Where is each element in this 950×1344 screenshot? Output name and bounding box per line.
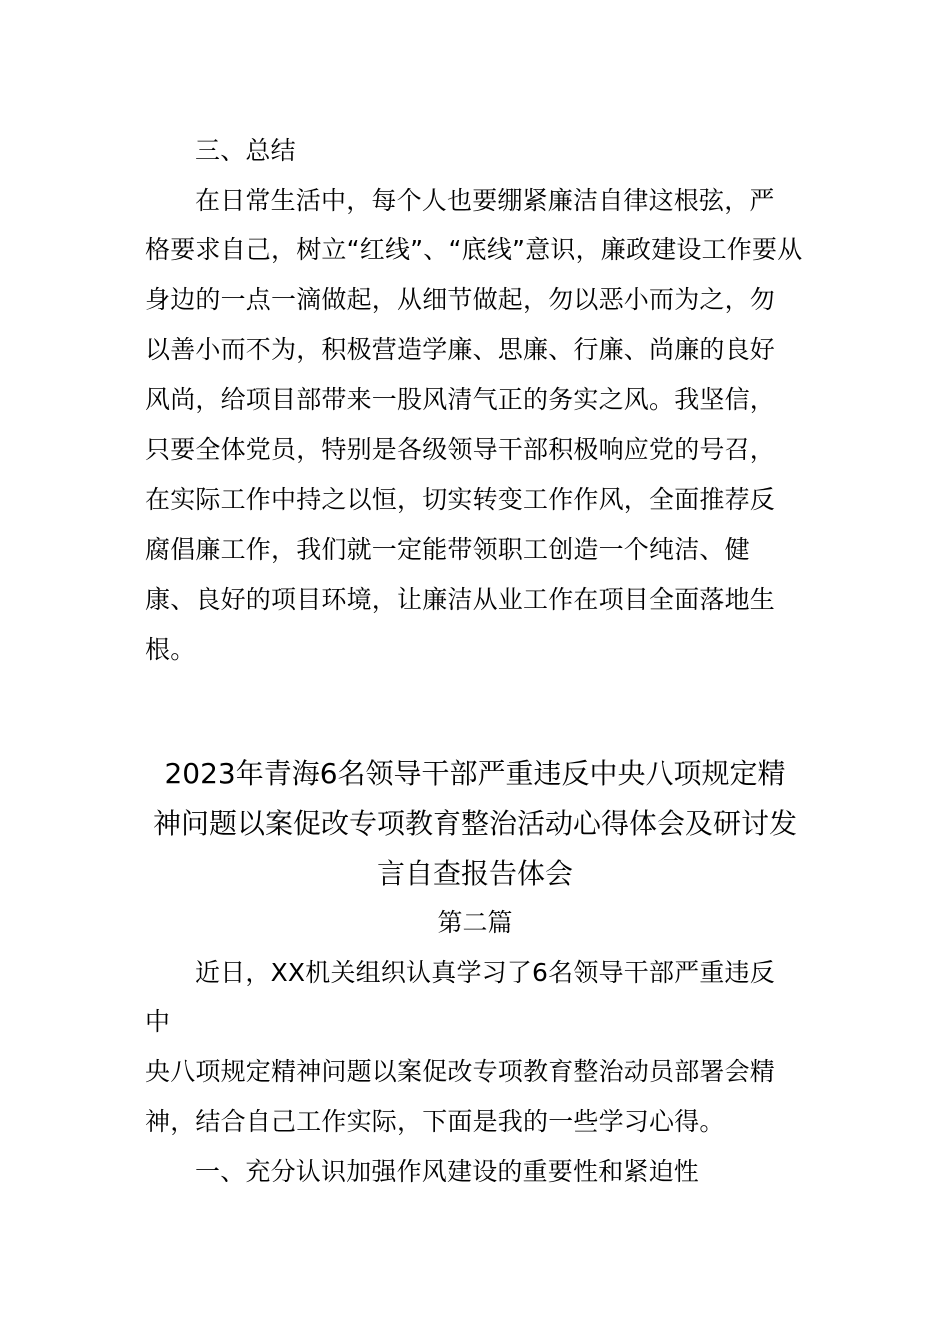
article-title-line: 言自查报告体会 <box>376 857 573 890</box>
paragraph-line: 风尚，给项目部带来一股风清气正的务实之风。我坚信， <box>145 385 776 414</box>
paragraph-line: 在实际工作中持之以恒，切实转变工作作风，全面推荐反 <box>145 485 776 514</box>
paragraph-line: 在日常生活中，每个人也要绷紧廉洁自律这根弦，严 <box>195 186 775 215</box>
paragraph-line: 根。 <box>145 635 196 664</box>
paragraph-line: 格要求自己，树立“红线”、“底线”意识，廉政建设工作要从 <box>145 235 803 264</box>
section-heading: 一、充分认识加强作风建设的重要性和紧迫性 <box>195 1157 700 1186</box>
paragraph-line: 近日，XX机关组织认真学习了6名领导干部严重违反 <box>195 958 775 987</box>
paragraph-line: 以善小而不为，积极营造学廉、思廉、行廉、尚廉的良好 <box>145 335 776 364</box>
paragraph-line: 只要全体党员，特别是各级领导干部积极响应党的号召， <box>145 435 776 464</box>
paragraph-line: 神，结合自己工作实际，下面是我的一些学习心得。 <box>145 1107 725 1136</box>
article-title-line: 神问题以案促改专项教育整治活动心得体会及研讨发 <box>152 807 797 840</box>
paragraph-line: 央八项规定精神问题以案促改专项教育整治动员部署会精 <box>145 1057 776 1086</box>
article-subtitle: 第二篇 <box>437 908 513 937</box>
section-heading: 三、总结 <box>195 136 296 165</box>
paragraph-line: 身边的一点一滴做起，从细节做起，勿以恶小而为之，勿 <box>145 285 776 314</box>
paragraph-line: 中 <box>145 1007 171 1036</box>
paragraph-line: 腐倡廉工作，我们就一定能带领职工创造一个纯洁、健 <box>145 535 750 564</box>
paragraph-line: 康、良好的项目环境，让廉洁从业工作在项目全面落地生 <box>145 585 776 614</box>
article-title-line: 2023年青海6名领导干部严重违反中央八项规定精 <box>164 757 786 790</box>
